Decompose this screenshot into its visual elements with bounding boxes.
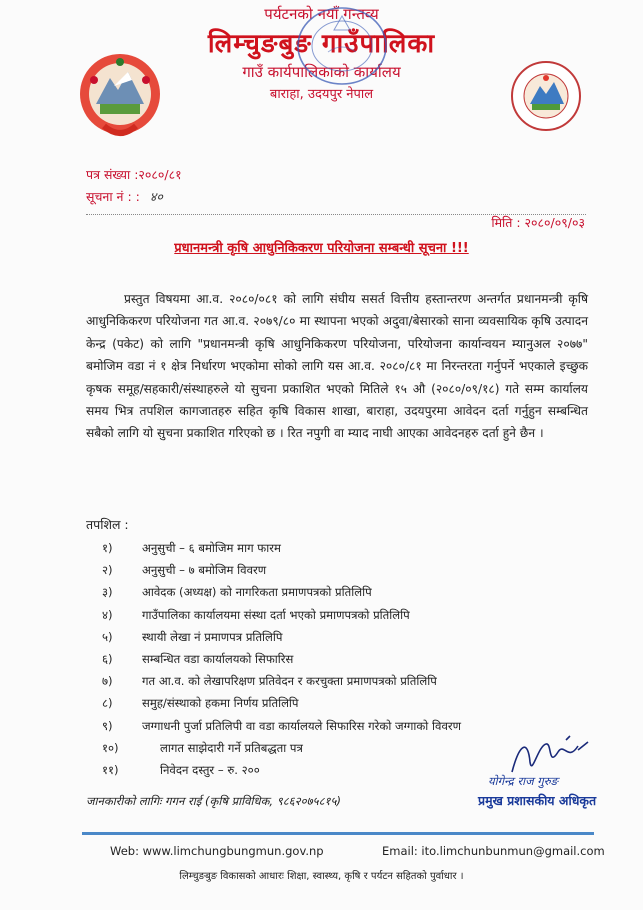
notice-body: प्रस्तुत विषयमा आ.व. २०८०/०८१ को लागि संघीय ससर्त वित्तीय हस्तान्तरण अन्तर्गत प्रधानमन्त्री कृषि आधुनिकिकरण परियोजना गत आ.व. २०७९/८० मा स्थापना भएको अदुवा/बेसारको साना व्यवसायिक कृषि उत्पादन केन्द्र (पकेट) को लागि "प्रधानमन्त्री कृषि आधुनिकिकरण परियोजना, परियोजना कार्यान्वयन म्यानुअल २०७७" बमोजिम वडा नं १ क्षेत्र निर्धारण भएकोमा सोको लागि यस आ.व. २०८०/८१ मा निरन्तरता गर्नुपर्ने भएकाले इच्छुक कृषक समूह/सहकारी/संस्थाहरुले यो सुचना प्रकाशित भएको मितिले १५ औ (२०८०/०९/१८) गते सम्म कार्यालय समय भित्र तपशिल कागजातहरु सहित कृषि विकास शाखा, बाराहा, उदयपुरमा आवेदन दर्ता गर्नुहुन सम्बन्धित सबैको लागि यो सुचना प्रकाशित गरिएको छ । रित नपुगी वा म्याद नाघी आएका आवेदनहरु दर्ता हुने छैन । <box>86 292 588 441</box>
signature-icon <box>508 732 592 780</box>
website-link[interactable]: Web: www.limchungbungmun.gov.np <box>110 844 324 858</box>
list-item: ४) गाउँपालिका कार्यालयमा संस्था दर्ता भएको प्रमाणपत्रको प्रतिलिपि <box>102 607 410 622</box>
list-item: २) अनुसुची – ७ बमोजिम विवरण <box>102 563 267 578</box>
municipality-name: लिम्चुङबुङ गाउँपालिका <box>207 29 436 59</box>
municipality-seal-icon <box>510 60 582 132</box>
notice-number-label: सूचना नं : : <box>86 189 140 204</box>
notice-number-value: ४० <box>149 189 163 204</box>
list-item: ३) आवेदक (अध्यक्ष) को नागरिकता प्रमाणपत्रको प्रतिलिपि <box>102 585 372 600</box>
office-stamp <box>290 2 394 94</box>
signer-name: योगेन्द्र राज गुरुङ <box>488 774 558 788</box>
notice-subject: प्रधानमन्त्री कृषि आधुनिकिकरण परियोजना सम्बन्धी सूचना !!! <box>174 241 469 256</box>
office-name: गाउँ कार्यपालिकाको कार्यालय <box>242 63 401 81</box>
nepal-emblem-icon <box>74 48 166 148</box>
email-link[interactable]: Email: ito.limchunbunmun@gmail.com <box>382 844 605 858</box>
contact-info: जानकारीको लागिः गगन राई (कृषि प्राविधिक, ९८६२०७५८१५) <box>86 794 342 808</box>
office-address: बाराहा, उदयपुर नेपाल <box>269 87 374 102</box>
document-list <box>102 537 461 781</box>
notice-number <box>86 188 163 205</box>
tagline: पर्यटनको नयाँ गन्तव्य <box>264 5 379 23</box>
list-item: ५) स्थायी लेखा नं प्रमाणपत्र प्रतिलिपि <box>102 629 283 644</box>
tapashil-heading: तपशिल : <box>86 517 129 532</box>
list-item: ८) समुह/संस्थाको हकमा निर्णय प्रतिलिपि <box>102 696 299 711</box>
list-item: ११) निवेदन दस्तुर – रु. २०० <box>102 762 260 777</box>
list-item: १०) लागत साझेदारी गर्ने प्रतिबद्धता पत्र <box>102 740 303 755</box>
list-item: ९) जग्गाधनी पुर्जा प्रतिलिपी वा वडा कार्यालयले सिफारिस गरेको जग्गाको विवरण <box>102 718 462 733</box>
footer-rule <box>82 832 594 835</box>
letter-date: मिति : २०८०/०९/०३ <box>491 215 585 230</box>
signer-title: प्रमुख प्रशासकीय अधिकृत <box>478 793 597 808</box>
footer-motto: लिम्चुङबुङ विकासको आधारः शिक्षा, स्वास्थ्य, कृषि र पर्यटन सहितको पुर्वाधार । <box>179 871 464 882</box>
list-item: ६) सम्बन्धित वडा कार्यालयको सिफारिस <box>102 651 294 666</box>
list-item: ७) गत आ.व. को लेखापरिक्षण प्रतिवेदन र करचुक्ता प्रमाणपत्रको प्रतिलिपि <box>102 674 437 689</box>
list-item: १) अनुसुची – ६ बमोजिम माग फारम <box>102 541 281 555</box>
letter-number: पत्र संख्या :२०८०/८१ <box>86 167 182 182</box>
